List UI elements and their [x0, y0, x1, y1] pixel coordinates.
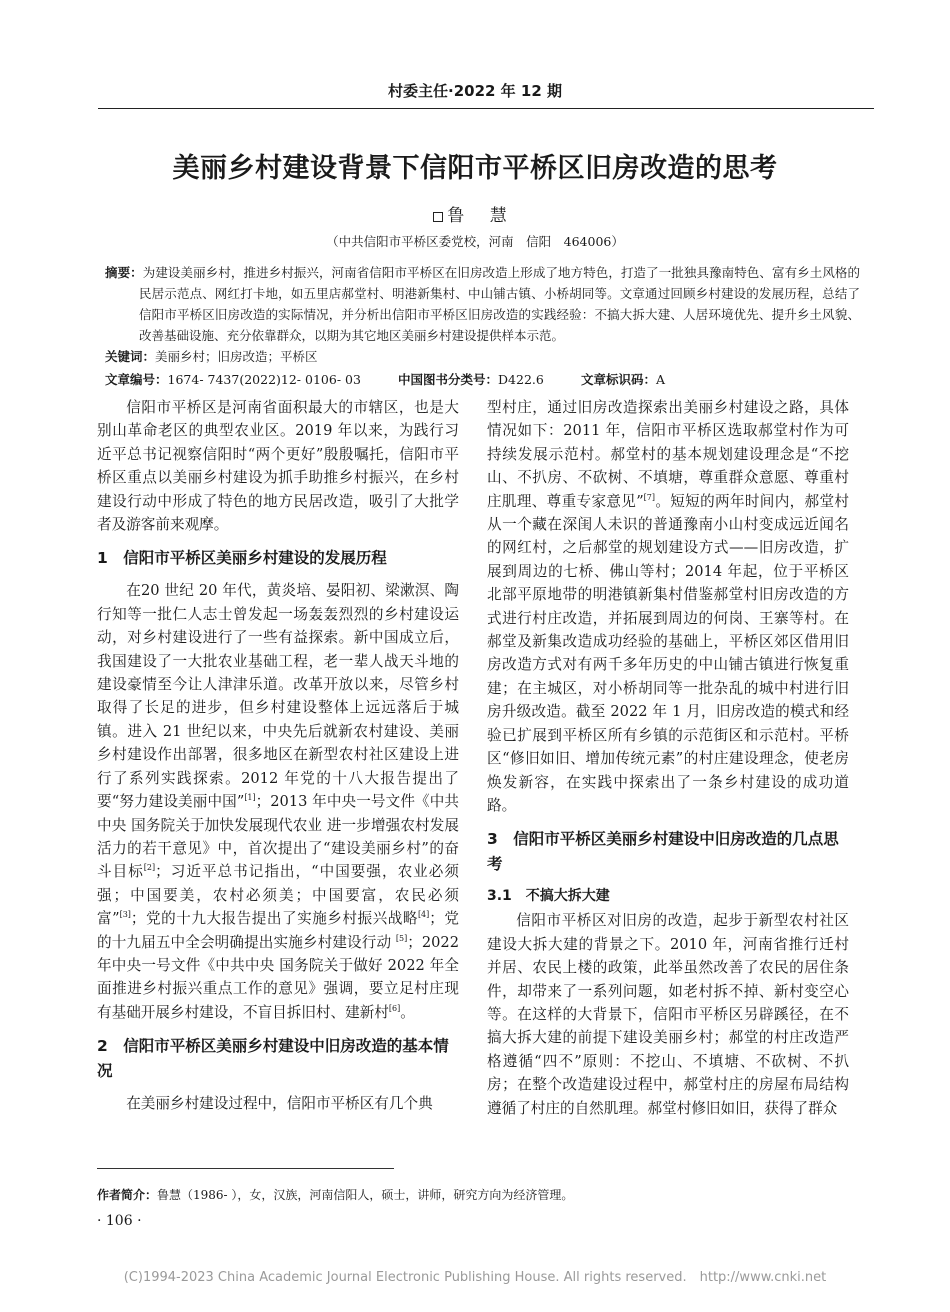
- section-2-paragraph-start: 在美丽乡村建设过程中，信阳市平桥区有几个典: [126, 1095, 433, 1113]
- article-title: 美丽乡村建设背景下信阳市平桥区旧房改造的思考: [172, 153, 778, 184]
- citation-5: [5]: [395, 933, 408, 943]
- affiliation: （中共信阳市平桥区委党校，河南 信阳 464006）: [326, 234, 624, 249]
- left-column: [97, 396, 459, 1116]
- s2-text-c: 。短短的两年时间内，郝堂村从一个藏在深闺人未识的普通豫南小山村变成远近闻名的网红村，之后郝堂的规划建设方式——旧房改造，扩展到周边的七桥、佛山等村；2014 年起，位于平桥区北部平原地带的明港镇新集村借鉴郝堂村旧房改造的方式进行村庄改造，并拓展到周边的何岗、王寨等村。在郝堂及新集改造成功经验的基础上，平桥区郊区借用旧房改造方式对有两千多年历史的中山铺古镇进行恢复重建；在主城区，对小桥胡同等一批杂乱的城中村进行旧房升级改造。截至 2022 年 1 月，旧房改造的模式和经验已扩展到平桥区所有乡镇的示范街区和示范村。平桥区“修旧如旧、增加传统元素”的村庄建设理念，使老房焕发新容，在实践中探索出了一条乡村建设的成功道路。: [487, 492, 849, 814]
- citation-2: [2]: [143, 863, 156, 873]
- page-number: · 106 ·: [97, 1213, 142, 1229]
- document-code-value: A: [656, 372, 666, 387]
- clc-number: [398, 370, 544, 388]
- author-name: 鲁 慧: [447, 206, 517, 226]
- section-3-heading: 3 信阳市平桥区美丽乡村建设中旧房改造的几点思考: [487, 830, 839, 874]
- section-2-heading: 2 信阳市平桥区美丽乡村建设中旧房改造的基本情况: [97, 1037, 449, 1081]
- citation-4: [4]: [417, 910, 430, 920]
- citation-3: [3]: [119, 910, 131, 920]
- right-column: [487, 396, 849, 1120]
- section-3-1-heading: 3.1 不搞大拆大建: [487, 888, 610, 905]
- abstract: [105, 262, 860, 346]
- citation-6: [6]: [388, 1003, 401, 1013]
- header-rule: [98, 108, 874, 109]
- s1-text-g: 。: [400, 1003, 415, 1021]
- s2-text-b: 型村庄，通过旧房改造探索出美丽乡村建设之路，具体情况如下：2011 年，信阳市平桥区选取郝堂村作为可持续发展示范村。郝堂村的基本规划建设理念是“不挖山、不扒房、不砍树、不填塘，尊重群众意愿、尊重村庄肌理、尊重专家意见”: [487, 399, 849, 510]
- keywords: [105, 346, 860, 367]
- abstract-text: 为建设美丽乡村，推进乡村振兴，河南省信阳市平桥区在旧房改造上形成了地方特色，打造了一批独具豫南特色、富有乡土风格的民居示范点、网红打卡地，如五里店郝堂村、明港新集村、中山铺古镇、小桥胡同等。文章通过回顾乡村建设的发展历程，总结了信阳市平桥区旧房改造的实际情况，并分析出信阳市平桥区旧房改造的实践经验：不搞大拆大建、人居环境优先、提升乡土风貌、改善基础设施、充分依靠群众，以期为其它地区美丽乡村建设提供样本示范。: [139, 265, 860, 343]
- abstract-label: 摘要：: [105, 265, 143, 280]
- s1-text-c: ；习近平总书记指出，“中国要强，农业必须强；中国要美，农村必须美；中国要富，农民必须富”: [97, 863, 459, 928]
- article-number: [105, 372, 361, 387]
- s1-text-b: ；2013 年中央一号文件《中共中央 国务院关于加快发展现代农业 进一步增强农村发展活力的若干意见》中，首次提出了“建设美丽乡村”的奋斗目标: [97, 793, 459, 881]
- copyright-line: (C)1994-2023 China Academic Journal Electronic Publishing House. All rights reserved. http://www.cnki.net: [123, 1270, 827, 1285]
- section-3-1-paragraph: 信阳市平桥区对旧房的改造，起步于新型农村社区建设大拆大建的背景之下。2010 年，河南省推行迁村并居、农民上楼的政策，此举虽然改善了农民的居住条件，却带来了一系列问题，如老村拆不掉、新村变空心等。在这样的大背景下，信阳市平桥区另辟蹊径，在不搞大拆大建的前提下建设美丽乡村；郝堂的村庄改造严格遵循“四不”原则：不挖山、不填塘、不砍树、不扒房；在整个改造建设过程中，郝堂村庄的房屋布局结构遵循了村庄的自然肌理。郝堂村修旧如旧，获得了群众: [487, 912, 849, 1117]
- section-1-paragraph: [97, 579, 459, 1024]
- author-footnote: [97, 1186, 573, 1203]
- intro-paragraph: 信阳市平桥区是河南省面积最大的市辖区，也是大别山革命老区的典型农业区。2019 年以来，为践行习近平总书记视察信阳时“两个更好”殷殷嘱托，信阳市平桥区重点以美丽乡村建设为抓手助推乡村振兴，在乡村建设行动中形成了特色的地方民居改造，吸引了大批学者及游客前来观摩。: [97, 399, 459, 534]
- article-number-label: 文章编号：: [105, 372, 168, 387]
- keywords-label: 关键词：: [105, 349, 156, 364]
- s1-text-d: ；党的十九大报告提出了实施乡村振兴战略: [130, 910, 418, 928]
- keywords-text: 美丽乡村；旧房改造；平桥区: [155, 349, 318, 364]
- citation-7: [7]: [643, 492, 656, 502]
- clc-label: 中国图书分类号：: [398, 372, 499, 387]
- author-marker-icon: [433, 212, 443, 222]
- s1-text-e: ；党的十九届五中全会明确提出实施乡村建设行动: [97, 910, 459, 951]
- document-code: [581, 370, 665, 388]
- article-meta: [105, 370, 860, 388]
- running-head: 村委主任·2022 年 12 期: [388, 82, 562, 100]
- abstract-block: [105, 262, 860, 367]
- s1-text-a: 在20 世纪 20 年代，黄炎培、晏阳初、梁漱溟、陶行知等一批仁人志士曾发起一场轰轰烈烈的乡村建设运动，对乡村建设进行了一些有益探索。新中国成立后，我国建设了一大批农业基础工程，老一辈人战天斗地的建设豪情至今让人津津乐道。改革开放以来，尽管乡村取得了长足的进步，但乡村建设整体上远远落后于城镇。进入 21 世纪以来，中央先后就新农村建设、美丽乡村建设作出部署，很多地区在新型农村社区建设上进行了系列实践探索。2012 年党的十八大报告提出了要“努力建设美丽中国”: [97, 582, 459, 811]
- author-footnote-label: 作者简介：: [97, 1188, 158, 1202]
- section-1-heading: 1 信阳市平桥区美丽乡村建设的发展历程: [97, 549, 387, 568]
- footnote-rule: [97, 1168, 394, 1169]
- author-line: [0, 201, 950, 226]
- author-footnote-text: 鲁慧（1986- ），女，汉族，河南信阳人，硕士，讲师，研究方向为经济管理。: [157, 1188, 574, 1202]
- document-code-label: 文章标识码：: [581, 372, 657, 387]
- citation-1: [1]: [244, 793, 256, 803]
- section-2-paragraph-cont: [487, 396, 849, 817]
- article-number-value: 1674- 7437(2022)12- 0106- 03: [167, 372, 361, 387]
- s1-text-f: ；2022 年中央一号文件《中共中央 国务院关于做好 2022 年全面推进乡村振兴重点工作的意见》强调，要立足村庄现有基础开展乡村建设，不盲目拆旧村、建新村: [97, 933, 459, 1021]
- clc-value: D422.6: [498, 372, 544, 387]
